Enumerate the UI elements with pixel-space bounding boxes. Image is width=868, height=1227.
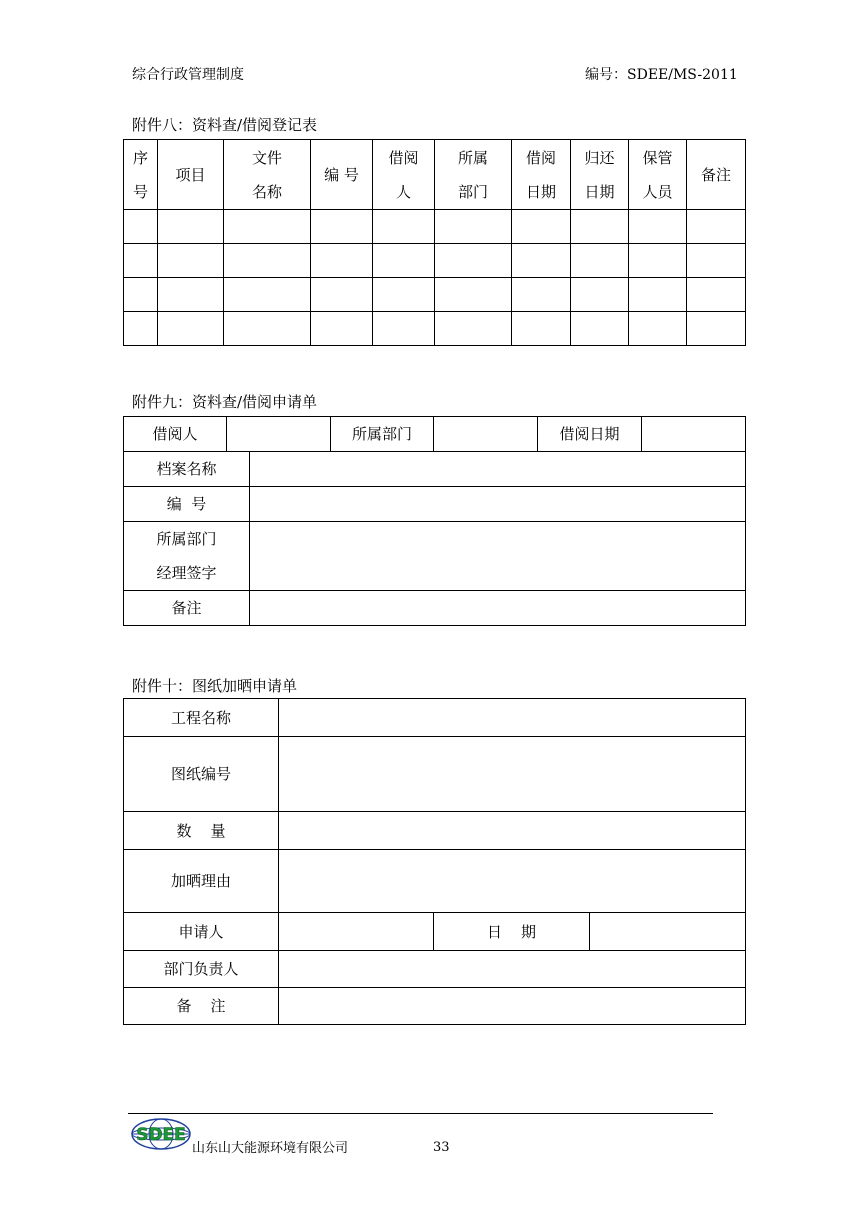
table-row (124, 452, 746, 487)
label-dept-head: 部门负责人 (124, 951, 279, 988)
appendix9-title: 附件九：资料查/借阅申请单 (132, 393, 318, 411)
label-borrower: 借阅人 (124, 417, 227, 452)
company-name: 山东山大能源环境有限公司 (192, 1141, 349, 1156)
label-project-name: 工程名称 (124, 699, 279, 737)
borrow-application-table (123, 416, 746, 626)
table-row (124, 850, 746, 913)
col-header-borrow-date: 借阅 日期 (512, 140, 571, 210)
label-drawing-number: 图纸编号 (124, 737, 279, 812)
table-row (124, 244, 746, 278)
col-header-return-date: 归还 日期 (571, 140, 629, 210)
col-header-remark: 备注 (687, 140, 746, 210)
appendix8-title: 附件八：资料查/借阅登记表 (132, 116, 318, 134)
table-row (124, 812, 746, 850)
label-manager-signature: 所属部门 经理签字 (124, 522, 250, 591)
label-remark-10: 备 注 (124, 988, 279, 1025)
col-header-custodian: 保管 人员 (629, 140, 687, 210)
label-archive-name: 档案名称 (124, 452, 250, 487)
table-row (124, 278, 746, 312)
table-row (124, 522, 746, 591)
company-logo-icon (130, 1117, 192, 1151)
table-row (124, 988, 746, 1025)
col-header-item: 项目 (158, 140, 224, 210)
label-print-reason: 加晒理由 (124, 850, 279, 913)
label-date: 日 期 (434, 913, 590, 951)
header-right: 编号：SDEE/MS-2011 (585, 67, 738, 83)
footer-divider (128, 1113, 713, 1114)
label-quantity: 数 量 (124, 812, 279, 850)
table-row (124, 417, 746, 452)
label-remark: 备注 (124, 591, 250, 626)
table-row (124, 487, 746, 522)
header-left: 综合行政管理制度 (132, 67, 244, 83)
label-applicant: 申请人 (124, 913, 279, 951)
page-number: 33 (433, 1140, 450, 1155)
table-header-row (124, 140, 746, 210)
col-header-borrower: 借阅 人 (373, 140, 435, 210)
table-row (124, 210, 746, 244)
table-row (124, 312, 746, 346)
borrow-register-table (123, 139, 746, 346)
col-header-doc-name: 文件 名称 (224, 140, 311, 210)
table-row (124, 737, 746, 812)
col-header-number: 编 号 (311, 140, 373, 210)
table-row (124, 699, 746, 737)
svg-text:SDEE: SDEE (136, 1125, 186, 1145)
table-row (124, 913, 746, 951)
label-number: 编 号 (124, 487, 250, 522)
table-row (124, 591, 746, 626)
label-dept: 所属部门 (331, 417, 434, 452)
appendix10-title: 附件十：图纸加晒申请单 (132, 677, 298, 695)
col-header-dept: 所属 部门 (435, 140, 512, 210)
table-row (124, 951, 746, 988)
label-borrow-date: 借阅日期 (538, 417, 642, 452)
col-header-seq: 序 号 (124, 140, 158, 210)
print-application-table (123, 698, 746, 1025)
